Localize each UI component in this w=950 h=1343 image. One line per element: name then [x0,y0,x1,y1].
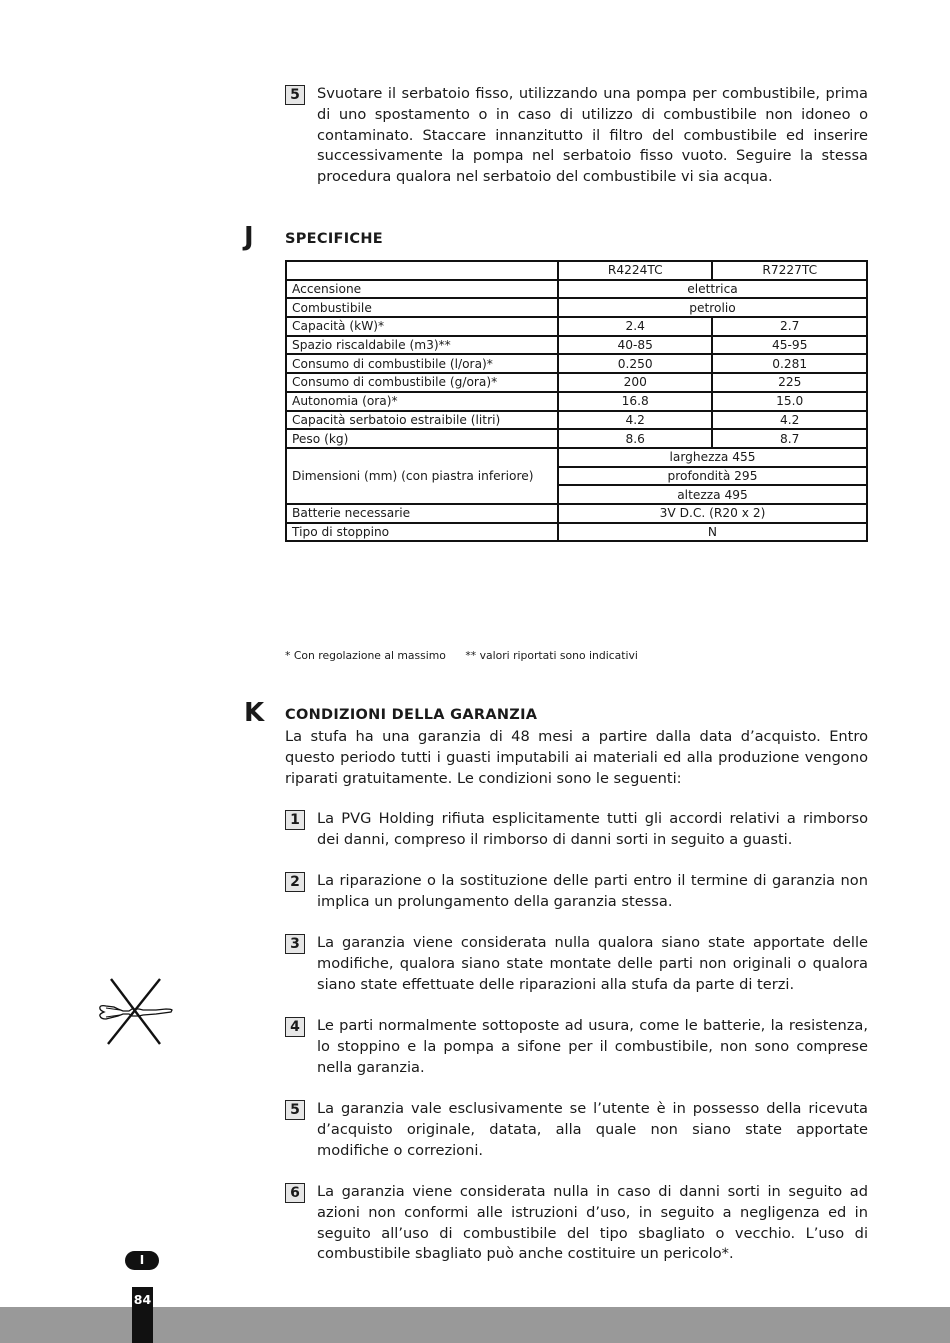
table-footnotes [285,649,654,662]
table-row [286,280,867,299]
table-row [286,523,867,542]
row-label: Consumo di combustibile (l/ora)* [286,354,558,373]
row-value-r4224tc: 0.250 [558,354,713,373]
row-label: Dimensioni (mm) (con piastra inferiore) [286,448,558,504]
condition-text: La garanzia vale esclusivamente se l’utente è in possesso della ricevuta d’acquisto originale, datata, alla quale non siano state apportate modifiche o correzioni. [317,1100,868,1159]
section-letter-k: K [244,698,265,728]
row-label: Batterie necessarie [286,504,558,523]
row-value-r7227tc: 8.7 [712,429,867,448]
row-value-r7227tc: 15.0 [712,392,867,411]
step-number-badge: 5 [285,85,305,105]
footnote-max-setting: * Con regolazione al massimo [285,649,446,662]
table-row [286,504,867,523]
row-value-width: larghezza 455 [558,448,867,467]
condition-text: La PVG Holding rifiuta esplicitamente tutti gli accordi relativi a rimborso dei danni, compreso il rimborso di danni sorti in seguito a guasti. [317,810,868,848]
row-value-r7227tc: 4.2 [712,411,867,430]
table-row [286,354,867,373]
table-corner-cell [286,261,558,280]
row-value-r4224tc: 2.4 [558,317,713,336]
row-value-r4224tc: 16.8 [558,392,713,411]
column-header-r7227tc: R7227TC [712,261,867,280]
row-value-r4224tc: 200 [558,373,713,392]
row-value-r4224tc: 4.2 [558,411,713,430]
row-value-r4224tc: 40-85 [558,336,713,355]
condition-text: La riparazione o la sostituzione delle parti entro il termine di garanzia non implica un prolungamento della garanzia stessa. [317,872,868,910]
row-label: Spazio riscaldabile (m3)** [286,336,558,355]
column-header-r4224tc: R4224TC [558,261,713,280]
row-value-r4224tc: 8.6 [558,429,713,448]
condition-number-badge: 5 [285,1100,305,1120]
row-value: petrolio [558,298,867,317]
table-row [286,429,867,448]
footnote-indicative: ** valori riportati sono indicativi [465,649,638,662]
condition-number-badge: 6 [285,1183,305,1203]
table-row [286,448,867,467]
table-row [286,411,867,430]
section-letter-j: J [244,222,254,252]
table-row [286,317,867,336]
row-value-height: altezza 495 [558,485,867,504]
row-label: Tipo di stoppino [286,523,558,542]
row-value: N [558,523,867,542]
step-text: Svuotare il serbatoio fisso, utilizzando una pompa per combustibile, prima di uno spostamento o in caso di utilizzo di combustibile non idoneo o contaminato. Staccare innanzitutto il filtro del combustibile ed inserire successivamente la pompa nel serbatoio fisso vuoto. Seguire la stessa procedura qualora nel serbatoio del combustibile vi sia acqua. [317,85,868,186]
row-value-depth: profondità 295 [558,467,867,486]
condition-number-badge: 2 [285,872,305,892]
warranty-intro: La stufa ha una garanzia di 48 mesi a partire dalla data d’acquisto. Entro questo periodo tutti i guasti imputabili ai materiali ed alla produzione vengono riparati gratuitamente. Le condizioni sono le seguenti: [285,728,868,787]
section-title-specifiche: SPECIFICHE [285,231,383,247]
row-value-r7227tc: 45-95 [712,336,867,355]
table-row [286,392,867,411]
condition-number-badge: 3 [285,934,305,954]
table-row [286,336,867,355]
condition-number-badge: 1 [285,810,305,830]
row-label: Accensione [286,280,558,299]
condition-text: Le parti normalmente sottoposte ad usura, come le batterie, la resistenza, lo stoppino e la pompa a sifone per il combustibile, non sono comprese nella garanzia. [317,1017,868,1076]
row-label: Capacità serbatoio estraibile (litri) [286,411,558,430]
condition-number-badge: 4 [285,1017,305,1037]
row-label: Combustibile [286,298,558,317]
condition-text: La garanzia viene considerata nulla qualora siano state apportate delle modifiche, qualora siano state montate delle parti non originali o qualora siano state effettuate delle riparazioni alla stufa da parte di terzi. [317,934,868,993]
row-value: elettrica [558,280,867,299]
row-label: Consumo di combustibile (g/ora)* [286,373,558,392]
row-label: Autonomia (ora)* [286,392,558,411]
table-row [286,298,867,317]
row-value-r7227tc: 225 [712,373,867,392]
specifications-table [285,260,868,542]
condition-text: La garanzia viene considerata nulla in caso di danni sorti in seguito ad azioni non conformi alle istruzioni d’uso, in seguito a negligenza ed in seguito all’uso di combustibile del tipo sbagliato o vecchio. L’uso di combustibile sbagliato può anche costituire un pericolo*. [317,1183,868,1263]
row-label: Peso (kg) [286,429,558,448]
row-value-r7227tc: 0.281 [712,354,867,373]
row-value: 3V D.C. (R20 x 2) [558,504,867,523]
table-row [286,373,867,392]
page-number: 84 [133,1292,152,1307]
language-badge: I [125,1251,159,1270]
table-header-row [286,261,867,280]
row-label: Capacità (kW)* [286,317,558,336]
crossed-screwdriver-icon [96,974,176,1048]
section-title-garanzia: CONDIZIONI DELLA GARANZIA [285,707,538,723]
row-value-r7227tc: 2.7 [712,317,867,336]
